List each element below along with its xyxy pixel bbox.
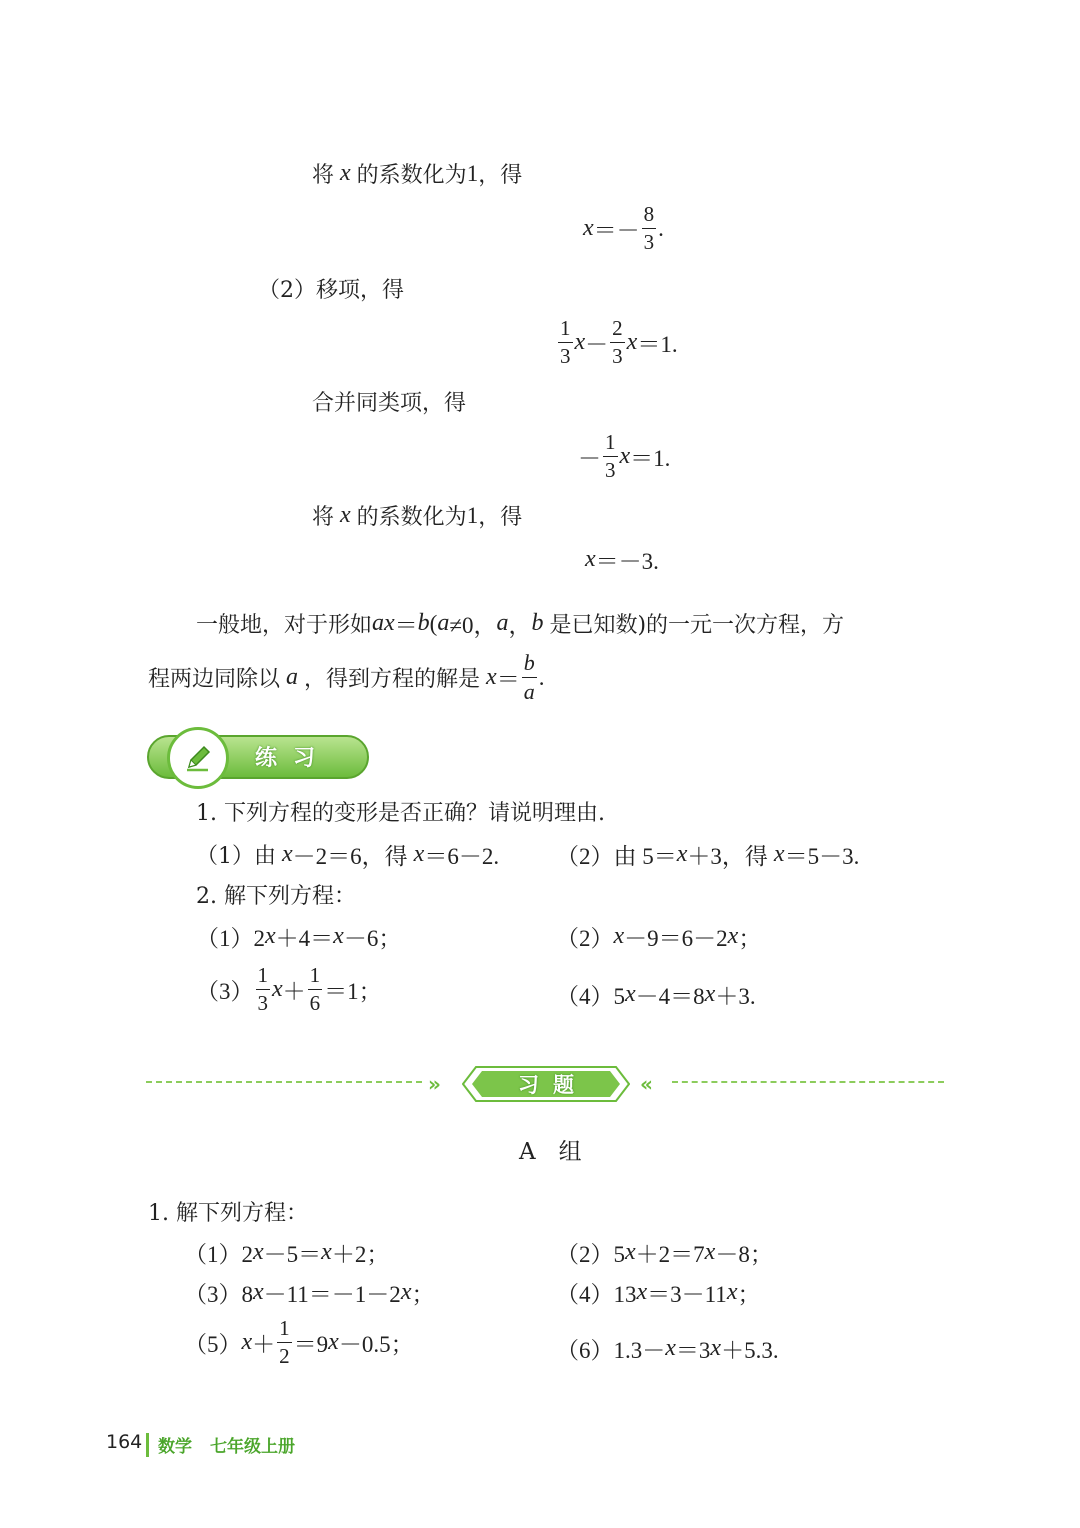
general-rule-line-1: 一般地，对于形如 ax ＝ b ( a ≠0， a ， b 是已知数)的一元一次方程，方: [196, 610, 845, 638]
divider-left: [146, 1081, 422, 1083]
equation-x-neg-8-3: x ＝－ $\frac{8}{3}$ .: [583, 202, 664, 254]
divider-right: [672, 1081, 944, 1083]
pencil-icon: [167, 727, 229, 789]
footer-book-title: [158, 1432, 313, 1457]
exercise-q1: 1. 解下列方程：: [148, 1201, 308, 1226]
exercise-1-4: （4）13 x ＝3－11 x ；: [556, 1279, 761, 1307]
footer-grade: 七年级上册: [210, 1437, 295, 1457]
practice-q1: 1. 下列方程的变形是否正确？请说明理由.: [196, 801, 605, 826]
equation-x-neg-3: x ＝－3.: [585, 546, 659, 574]
exercise-1-2: （2）5 x ＋2＝7 x －8；: [556, 1239, 773, 1267]
group-a-label: A 组: [519, 1139, 582, 1165]
step-coef-1: 将 x 的系数化为 1 ，得: [312, 160, 523, 188]
practice-q2-1: （1）2 x ＋4＝ x －6；: [196, 923, 402, 951]
part-2-label: （2）移项，得: [258, 278, 404, 303]
practice-title: 练习: [255, 746, 332, 771]
chevrons-left-icon: «: [640, 1072, 653, 1096]
exercise-1-3: （3）8 x －11＝－1－2 x ；: [184, 1279, 435, 1307]
practice-q2: 2. 解下列方程：: [196, 884, 356, 909]
equation-move-terms: $\frac{1}{3}$ x － $\frac{2}{3}$ x ＝1.: [560, 316, 678, 368]
exercise-1-5: （5） x ＋ $\frac{1}{2}$ ＝9 x －0.5；: [184, 1316, 414, 1368]
chevrons-right-icon: »: [428, 1072, 441, 1096]
equation-combined: － $\frac{1}{3}$ x ＝1.: [578, 430, 671, 482]
footer-divider: [146, 1433, 149, 1457]
practice-q2-3: （3） $\frac{1}{3}$ x ＋ $\frac{1}{6}$ ＝1；: [196, 963, 382, 1015]
practice-q1-2: （2）由 5＝ x ＋3，得 x ＝5－3.: [556, 841, 860, 869]
step-coef-2: 将 x 的系数化为 1 ，得: [312, 502, 523, 530]
practice-q2-4: （4）5 x －4＝8 x ＋3.: [556, 981, 756, 1009]
fraction: $\frac{8}{3}$: [643, 202, 655, 254]
practice-q1-1: （1）由 x －2＝6，得 x ＝6－2.: [196, 841, 500, 869]
general-rule-line-2: 程两边同除以 a ，得到方程的解是 x ＝ $\frac{b}{a}$ .: [148, 650, 545, 704]
footer-subject: 数学: [158, 1437, 192, 1457]
exercise-1-6: （6）1.3－ x ＝3 x ＋5.3.: [556, 1335, 779, 1363]
exercises-title: 习题: [518, 1073, 588, 1097]
page-number: 164: [106, 1431, 143, 1453]
practice-q2-2: （2） x －9＝6－2 x ；: [556, 923, 762, 951]
fraction-b-over-a: $\frac{b}{a}$: [523, 650, 535, 704]
step-combine: 合并同类项，得: [312, 391, 467, 416]
exercise-1-1: （1）2 x －5＝ x ＋2；: [184, 1239, 390, 1267]
